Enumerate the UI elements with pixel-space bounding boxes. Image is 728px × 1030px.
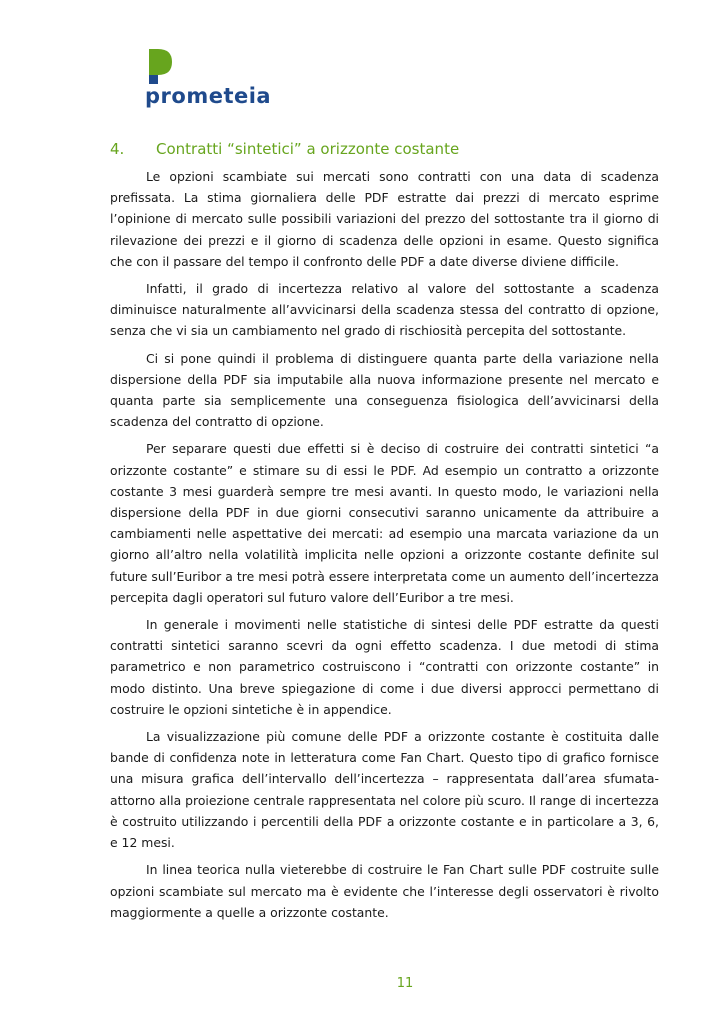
paragraph: Ci si pone quindi il problema di distinguere quanta parte della variazione nella dispersione della PDF sia imputabile alla nuova informazione presente nel mercato e quanta parte sia semplicemente una conseguenza fisiologica dell’avvicinarsi della scadenza del contratto di opzione. <box>110 350 659 430</box>
paragraph: Le opzioni scambiate sui mercati sono contratti con una data di scadenza prefissata. La stima giornaliera delle PDF estratte dai prezzi di mercato esprime l’opinione di mercato sulle possibili variazioni del prezzo del sottostante tra il giorno di rilevazione dei prezzi e il giorno di scadenza delle opzioni in esame. Questo significa che con il passare del tempo il confronto delle PDF a date diverse diviene difficile. <box>110 169 659 269</box>
prometeia-logo <box>145 47 275 111</box>
prometeia-mark-icon <box>145 47 175 85</box>
section-title: Contratti “sintetici” a orizzonte costante <box>156 140 460 158</box>
page-number: 11 <box>396 976 414 991</box>
logo-wordmark: prometeia <box>145 84 272 108</box>
section-heading <box>110 140 670 158</box>
paragraph: Per separare questi due effetti si è deciso di costruire dei contratti sintetici “a orizzonte costante” e stimare su di essi le PDF. Ad esempio un contratto a orizzonte costante 3 mesi guarderà sempre tre mesi avanti. In questo modo, le variazioni nella dispersione della PDF in due giorni consecutivi saranno unicamente da attribuire a cambiamenti nelle aspettative dei mercati: ad esempio una marcata variazione da un giorno all’altro nella volatilità implicita nelle opzioni a orizzonte costante definite sul future sull’Euribor a tre mesi potrà essere interpretata come un aumento dell’incertezza percepita dagli operatori sul futuro valore dell’Euribor a tre mesi. <box>110 441 659 605</box>
paragraph: In linea teorica nulla vieterebbe di costruire le Fan Chart sulle PDF costruite sulle opzioni scambiate sul mercato ma è evidente che l’interesse degli osservatori è rivolto maggiormente a quelle a orizzonte costante. <box>110 862 659 920</box>
section-number: 4. <box>110 140 125 158</box>
paragraph: Infatti, il grado di incertezza relativo al valore del sottostante a scadenza diminuisce naturalmente all’avvicinarsi della scadenza stessa del contratto di opzione, senza che vi sia un cambiamento nel grado di rischiosità percepita del sottostante. <box>110 281 659 339</box>
paragraph: La visualizzazione più comune delle PDF a orizzonte costante è costituita dalle bande di confidenza note in letteratura come Fan Chart. Questo tipo di grafico fornisce una misura grafica dell’intervallo dell’incertezza – rappresentata dall’area sfumata- attorno alla proiezione centrale rappresentata nel colore più scuro. Il range di incertezza è costruito utilizzando i percentili della PDF a orizzonte costante e in particolare a 3, 6, e 12 mesi. <box>110 729 659 851</box>
body-text <box>110 166 659 929</box>
paragraph: In generale i movimenti nelle statistiche di sintesi delle PDF estratte da questi contratti sintetici saranno scevri da ogni effetto scadenza. I due metodi di stima parametrico e non parametrico costruiscono i “contratti con orizzonte costante” in modo distinto. Una breve spiegazione di come i due diversi approcci permettano di costruire le opzioni sintetiche è in appendice. <box>110 617 659 717</box>
